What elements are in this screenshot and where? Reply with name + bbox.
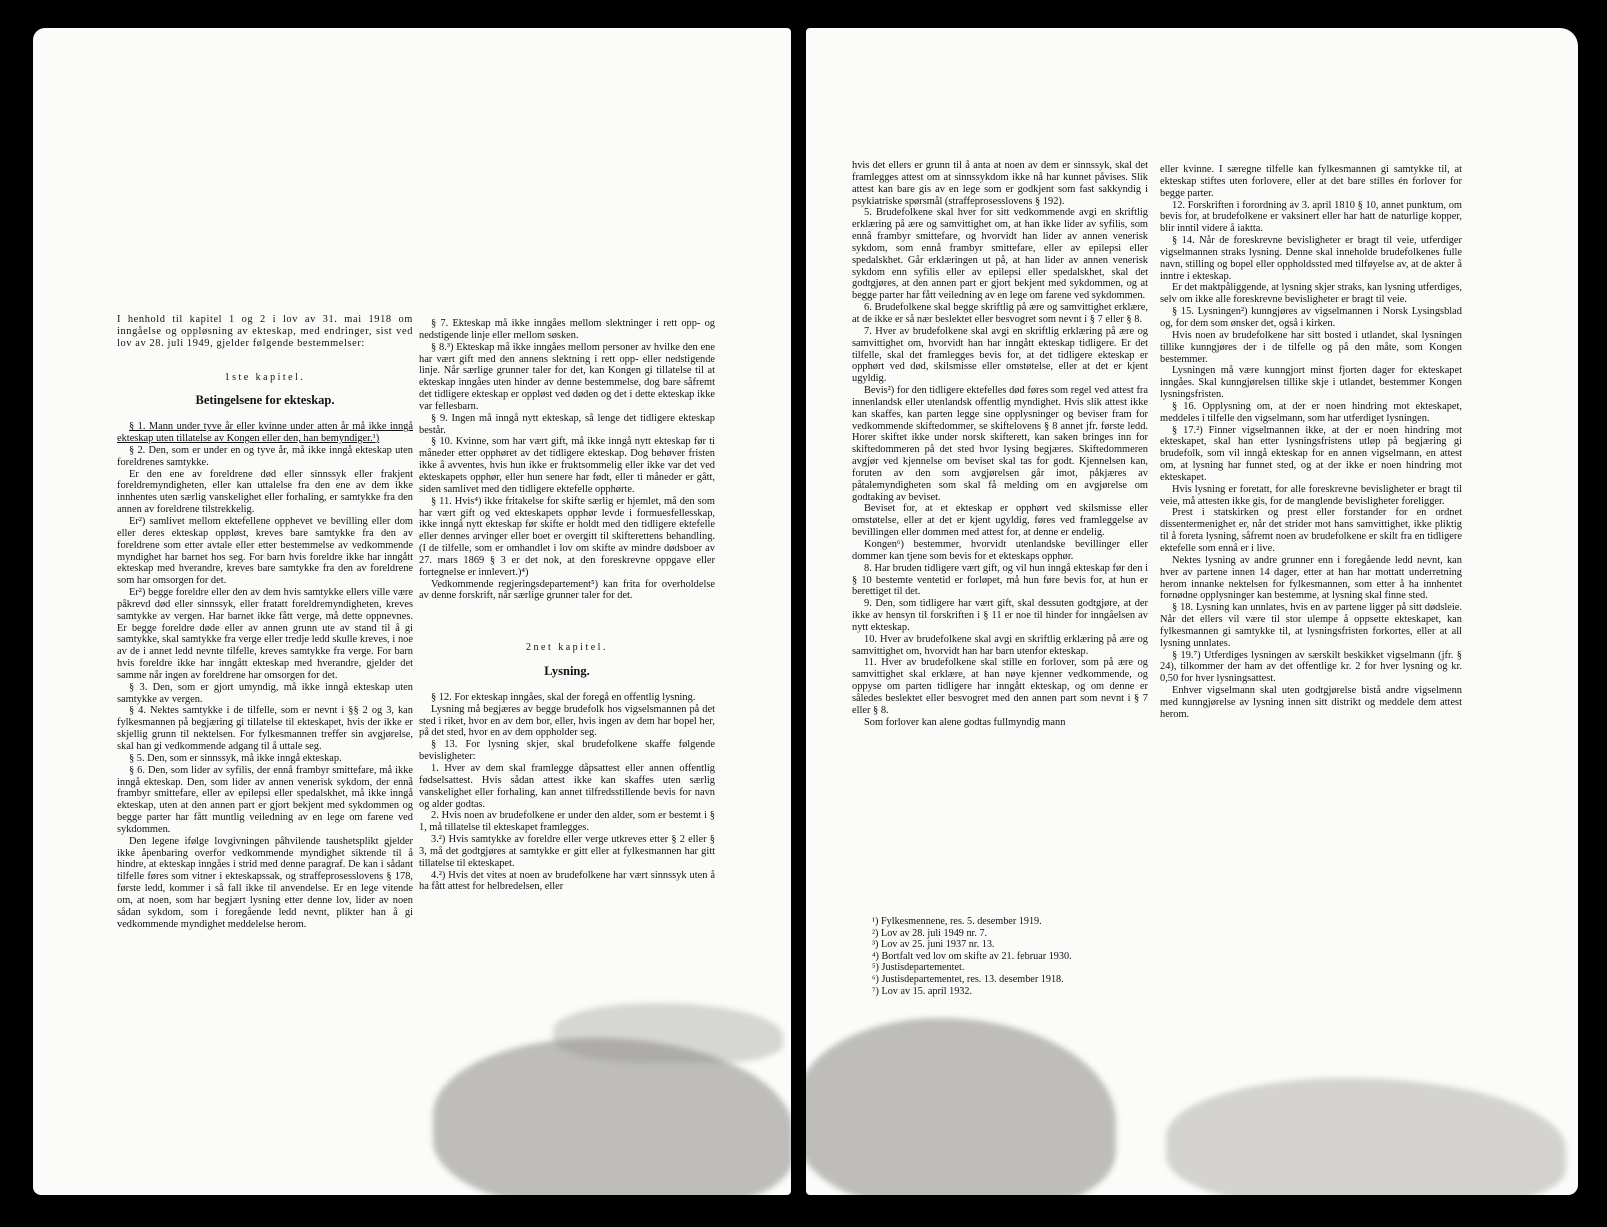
paragraph: 2. Hvis noen av brudefolkene er under den alder, som er bestemt i § 1, må tillatelse til ekteskapet framlegges. [419,810,715,834]
paragraph: § 16. Opplysning om, at der er noen hindring mot ekteskapet, meddeles i tilfelle den vigselmann, som har utferdiget lysningen. [1160,400,1462,424]
paragraph: § 8.³) Ekteskap må ikke inngåes mellom personer av hvilke den ene har vært gift med den annens slektning i rett opp- eller nedstigende linje. Når særlige grunner taler for det, kan Kongen gi tillatelse til at ekteskap inngåes uten hinder av denne bestemmelse, dog bare såfremt det tidligere ekteskap er oppløst ved døden og det i dette ekteskap ikke var fellesbarn. [419,341,715,412]
paragraph: 10. Hver av brudefolkene skal avgi en skriftlig erklæring på ære og samvittighet om, hvorvidt han har barn utenfor ekteskap. [852,633,1148,657]
paragraph: Beviset for, at et ekteskap er opphørt ved skilsmisse eller omstøtelse, eller at det er kjent ugyldig, føres ved framleggelse av bevillingen eller dommen med attest for, at denne er endelig. [852,503,1148,539]
paragraph: 9. Den, som tidligere har vært gift, skal dessuten godtgjøre, at der ikke av hensyn til forskriften i § 11 er noe til hinder for inngåelsen av nytt ekteskap. [852,598,1148,633]
footnote: ⁶) Justisdepartementet, res. 13. desember 1918. [872,973,1064,985]
paragraph: Bevis²) for den tidligere ektefelles død føres som regel ved attest fra innenlandsk eller utenlandsk offentlig myndighet. Hvis slik attest ikke kan skaffes, kan parten legge sine opplysninger og beviser fram for vedkommende skiftedommer, se skiftelovens § 8 annet jfr. første ledd. Horer skiftet ikke under norsk skifterett, kan saken bringes inn for skiftedommeren på det sted hvor lysing begjæres. Skiftedommeren avgjør ved kjennelse om beviset skal tas for godt. Kjennelsen kan, foruten av den som avgjørelsen går imot, påkjæres av påtalemyndigheten som skal få melding om en avgjørelse om godtaking av beviset. [852,385,1148,503]
paragraph: hvis det ellers er grunn til å anta at noen av dem er sinnssyk, skal det framlegges attest om at sinnssykdom ikke nå har kunnet påvises. Slik attest kan bare gis av en lege som er godkjent som fast sakkyndig i psykiatriske spørsmål (straffeprosesslovens § 192). [852,160,1148,207]
left-column-2 [419,318,715,1024]
footnote: ⁴) Bortfalt ved lov om skifte av 21. februar 1930. [872,950,1072,962]
chapter-label: 2net kapitel. [526,642,608,654]
paragraph: § 18. Lysning kan unnlates, hvis en av partene ligger på sitt dødsleie. Når det ellers vil være til stor ulempe å oppsette ekteskapet, kan fylkesmannen gi samtykke til, at lysningsfristen forkortes, eller at all lysning unnlates. [1160,602,1462,649]
paragraph: § 5. Den, som er sinnssyk, må ikke inngå ekteskap. [129,752,342,764]
paragraph: § 14. Når de foreskrevne bevisligheter er bragt til veie, utferdiger vigselmannen straks lysning. Denne skal inneholde brudefolkenes fulle navn, stilling og bopel eller oppholdssted med tilføyelse av, at de akter å inntre i ekteskap. [1160,235,1462,282]
paragraph: § 4. Nektes samtykke i de tilfelle, som er nevnt i §§ 2 og 3, kan fylkesmannen på begjæring gi tillatelse til ekteskapet, hvis der ikke er skjellig grunn til nektelsen. For fylkesmannen treffer sin avgjørelse, skal han gi vedkommende adgang til å uttale seg. [117,705,413,752]
paragraph: Hvis lysning er foretatt, for alle foreskrevne bevisligheter er bragt til veie, må attesten ikke gis, for de manglende bevisligheter foreligger. [1160,483,1462,507]
paragraph: § 6. Den, som lider av syfilis, der ennå frambyr smittefare, må ikke inngå ekteskap. Den, som lider av annen venerisk sykdom, der ennå frambyr smittefare, eller av epilepsi eller spedalskhet, må ikke inngå ekteskap, uten at den annen part er gjort bekjent med sykdommen og begge parter har fått muntlig veiledning av en lege om farene ved sykdommen. [117,764,413,835]
left-column-1 [117,314,413,1034]
paragraph: Lysningen må være kunngjort minst fjorten dager for ekteskapet inngåes. Skal kunngjørelsen tillike skje i utlandet, bestemmer Kongen lysningsfristen. [1160,365,1462,401]
paragraph: § 12. For ekteskap inngåes, skal der foregå en offentlig lysning. [431,691,696,703]
paragraph: Er det maktpåliggende, at lysning skjer straks, kan lysning utferdiges, selv om ikke alle foreskrevne bevisligheter er bragt til veie. [1160,282,1462,306]
footnote: ⁷) Lov av 15. april 1932. [872,985,973,997]
paragraph: 7. Hver av brudefolkene skal avgi en skriftlig erklæring på ære og samvittighet om, hvorvidt han har inngått ekteskap tidligere. Er det tilfelle, skal det framlegges bevis for, at det tidligere ekteskap er opphørt ved død, skilsmisse eller omstøtelse, eller at det er kjent ugyldig. [852,325,1148,385]
paragraph: Den legene ifølge lovgivningen påhvilende taushetsplikt gjelder ikke åpenbaring overfor vedkommende myndighet siktende til å hindre, at ekteskap inngåes i strid med denne paragraf. De kan i sådant tilfelle føres som vitner i ekteskapssak, og straffeprosesslovens § 178, første ledd, kommer i så fall ikke til anvendelse. Er en lege vitende om, at noen, som har begjært lysning etter denne lov, lider av noen sådan sykdom, som i foregående ledd nevnt, plikter han å gi vedkommende myndighet meddelelse herom. [117,835,413,930]
paragraph: Er den ene av foreldrene død eller sinnssyk eller frakjent foreldremyndigheten, eller kan uttalelse fra den ene av dem ikke innhentes uten særlig vanskelighet eller forhaling, er samtykke fra den annen av foreldrene tilstrekkelig. [117,468,413,516]
paragraph: 3.²) Hvis samtykke av foreldre eller verge utkreves etter § 2 eller § 3, må det godtgjøres at samtykke er gitt eller at fylkesmannen har gitt tillatelse til ekteskapet. [419,834,715,869]
paragraph: 4.²) Hvis det vites at noen av brudefolkene har vært sinnssyk uten å ha fått attest for helbredelsen, eller [419,869,715,893]
paragraph: Lysning må begjæres av begge brudefolk hos vigselsmannen på det sted i riket, hvor en av dem bor, eller, hvis ingen av dem har bopel her, på det sted, hvor en av dem oppholder seg. [419,703,715,739]
paragraph: Hvis noen av brudefolkene har sitt bosted i utlandet, skal lysningen tillike kunngjøres der i de tilfelle og på den måte, som Kongen bestemmer. [1160,329,1462,365]
paragraph: § 2. Den, som er under en og tyve år, må ikke inngå ekteskap uten foreldrenes samtykke. [117,444,413,468]
right-page [806,28,1578,1195]
chapter-heading: Lysning. [544,664,590,679]
paragraph: § 3. Den, som er gjort umyndig, må ikke inngå ekteskap uten samtykke av vergen. [117,681,413,705]
paragraph: § 7. Ekteskap må ikke inngåes mellom slektninger i rett opp- og nedstigende linje eller mellom søsken. [419,318,715,341]
paragraph: Prest i statskirken og prest eller forstander for en ordnet dissentermenighet er, når det strider mot hans samvittighet, ikke pliktig til å foreta lysning, såfremt noen av brudefolkene er skilt fra en tidligere ektefelle som ennå er i live. [1160,507,1462,554]
paragraph: 1. Hver av dem skal framlegge dåpsattest eller annen offentlig fødselsattest. Hvis sådan attest ikke kan skaffes uten særlig vanskelighet eller forhaling, kan annet tilfredsstillende bevis for navn og alder godtas. [419,763,715,810]
paragraph: Er²) samlivet mellom ektefellene opphevet ve bevilling eller dom eller deres ekteskap oppløst, kreves bare samtykke fra den av foreldrene som etter avtale eller etter bestemmelse av vedkommende myndighet har barnet hos seg. For barn hvis foreldre ikke har inngått ekteskap med hverandre, kreves bare samtykke fra den av foreldrene som har omsorgen for det. [117,515,413,587]
footnotes [872,916,1192,997]
paragraph: § 1. Mann under tyve år eller kvinne under atten år må ikke inngå ekteskap uten tillatelse av Kongen eller den, han bemyndiger.¹) [117,421,413,445]
chapter-label: 1ste kapitel. [224,371,306,383]
footnote: ⁵) Justisdepartementet. [872,962,965,974]
water-stain [806,1018,1116,1195]
paragraph: eller kvinne. I særegne tilfelle kan fylkesmannen gi samtykke til, at ekteskap stiftes uten forlovere, eller at det bare stilles én forlover for begge parter. [1160,164,1462,199]
paragraph: § 15. Lysningen²) kunngjøres av vigselmannen i Norsk Lysingsblad og, for dem som ønsker det, også i kirken. [1160,306,1462,329]
paragraph: 12. Forskriften i forordning av 3. april 1810 § 10, annet punktum, om bevis for, at brudefolkene er vaksinert eller har hatt de naturlige kopper, blir inntil videre å iaktta. [1160,199,1462,235]
paragraph: § 11. Hvis⁴) ikke fritakelse for skifte særlig er hjemlet, må den som har vært gift og ved ekteskapets opphør levde i formuesfellesskap, ikke inngå nytt ekteskap før skifte er holdt med den tidligere ektefelle eller dennes arvinger eller boet er overgitt til skifterettens behandling. (I de tilfelle, som er omhandlet i lov om skifte av mindre dødsboer av 27. mars 1869 § 3 er det nok, at den foreskrevne oppgave eller fortegnelse er innlevert.)⁴) [419,495,715,578]
paragraph: Kongen⁶) bestemmer, hvorvidt utenlandske bevillinger eller dommer kan tjene som bevis for et ekteskaps opphør. [852,539,1148,562]
water-stain [1166,1078,1566,1195]
paragraph: Som forlover kan alene godtas fullmyndig mann [864,716,1066,728]
paragraph: 11. Hver av brudefolkene skal stille en forlover, som på ære og samvittighet skal erklære, at han nøye kjenner vedkommende, og oppyse om parten tidligere har inngått ekteskap, og om denne er således beslektet eller besvogret med den annen part som nevnt i § 7 eller § 8. [852,657,1148,716]
paragraph: § 19.⁷) Utferdiges lysningen av særskilt beskikket vigselmann (jfr. § 24), tilkommer der ham av det offentlige kr. 2 for hver lysning og kr. 0,50 for hver lysningsattest. [1160,649,1462,685]
footnote: ³) Lov av 25. juni 1937 nr. 13. [872,939,995,951]
paragraph: 6. Brudefolkene skal begge skriftlig på ære og samvittighet erklære, at de ikke er så nær beslektet eller besvogret som nevnt i § 7 eller § 8. [852,302,1148,325]
footnote: ²) Lov av 28. juli 1949 nr. 7. [872,927,988,939]
paragraph: § 17.²) Finner vigselmannen ikke, at der er noen hindring mot ekteskapet, skal han etter lysningsfristens utløp på begjæring gi brudefolk, som vil inngå ekteskap for en annen vigselmann, en attest om, at lysning har funnet sted, og at der ikke er noen hindring mot ekteskapet. [1160,424,1462,483]
paragraph: Vedkommende regjeringsdepartement⁵) kan frita for overholdelse av denne forskrift, når særlige grunner taler for det. [419,578,715,602]
right-column-2 [1160,164,1462,954]
paragraph: § 10. Kvinne, som har vært gift, må ikke inngå nytt ekteskap før ti måneder etter opphøret av det tidligere ekteskap. Dog behøver fristen ikke å avventes, hvis hun ikke er fruktsommelig eller ikke var det ved ekteskapets opphør, eller hun senere har født, eller ti måneder er gått, siden samlivet med den tidligere ektefelle opphørte. [419,436,715,495]
right-column-1 [852,160,1148,895]
paragraph: § 13. For lysning skjer, skal brudefolkene skaffe følgende bevisligheter: [419,739,715,763]
paragraph: Nektes lysning av andre grunner enn i foregående ledd nevnt, kan hver av partene innen 14 dager, etter at han har mottatt underretning herom innanke nektelsen for fylkesmannen, som etter å ha innhentet fornødne opplysninger kan bestemme, at lysning skal finne sted. [1160,554,1462,602]
intro-text: I henhold til kapitel 1 og 2 i lov av 31. mai 1918 om inngåelse og oppløsning av ekteskap, med endringer, sist ved lov av 28. juli 1949, gjelder følgende bestemmelser: [117,314,413,349]
paragraph: Er²) begge foreldre eller den av dem hvis samtykke ellers ville være påkrevd død eller sinnssyk, eller fratatt foreldremyndigheten, kreves samtykke av vergen. Har barnet ikke fått verge, må dette oppnevnes. Er begge foreldre døde eller av annen grunn ute av stand til å gi samtykke, skal samtykke fra verge eller tredje ledd skulle kreves, i noe av de i annet ledd nevnte tilfelle, kreves samtykke fra verge. For barn hvis foreldre ikke har inngått ekteskap med hverandre, gjelder det samme når ingen av foreldrene har omsorgen for det. [117,587,413,681]
paragraph: 5. Brudefolkene skal hver for sitt vedkommende avgi en skriftlig erklæring på ære og samvittighet om, at han ikke lider av syfilis, som ennå frambyr smittefare, og hvorvidt han lider av annen venerisk sykdom, som ennå frambyr smittefare, eller av epilepsi eller spedalskhet. Går erklæringen ut på, at han lider av annen venerisk sykdom enn syfilis eller av epilepsi eller spedalskhet, skal det godtgjøres, at den annen part er gjort bekjent med sykdommen, og at begge parter har fått veiledning av en lege om farene ved sykdommen. [852,207,1148,302]
footnote: ¹) Fylkesmennene, res. 5. desember 1919. [872,916,1042,927]
paragraph: 8. Har bruden tidligere vært gift, og vil hun inngå ekteskap før den i § 10 bestemte ventetid er forløpet, må hun føre bevis for, at hun er berettiget til det. [852,562,1148,598]
paragraph: Enhver vigselmann skal uten godtgjørelse bistå andre vigselmenn med kunngjørelse av lysning innen sitt distrikt og meddele dem attest herom. [1160,685,1462,720]
chapter-heading: Betingelsene for ekteskap. [195,393,335,408]
left-page [33,28,791,1195]
paragraph: § 9. Ingen må inngå nytt ekteskap, så lenge det tidligere ekteskap består. [419,412,715,436]
